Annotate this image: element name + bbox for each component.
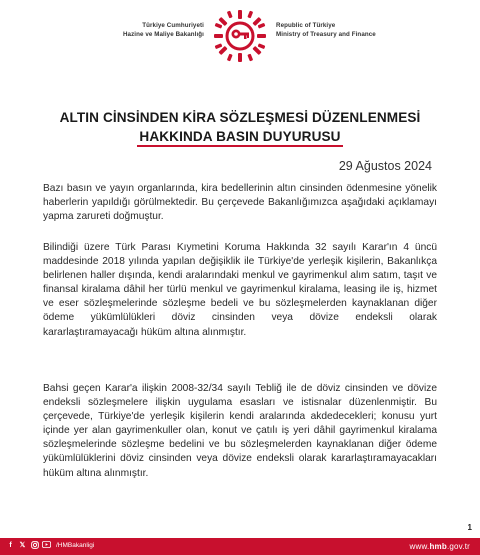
website-link[interactable] <box>410 541 470 552</box>
org-tr-line2: Hazine ve Maliye Bakanlığı <box>122 30 204 38</box>
paragraph-1: Bazı basın ve yayın organlarında, kira bedellerinin altın cinsinden ödenmesine yönelik haberlerin yapıldığı görülmektedir. Bu çerçevede Bakanlığımızca aşağıdaki açıklamayı yapma zarureti doğmuştur. <box>43 183 437 223</box>
paragraph-3: Bahsi geçen Karar'a ilişkin 2008-32/34 sayılı Tebliğ ile de döviz cinsinden ve dövize endeksli sözleşmelere ilişkin uygulama esasları ve istisnalar düzenlenmiştir. Bu çerçevede, Türkiye'de yerleşik kişilerin kendi aralarında akdedecekleri; konusu yurt içinde yer alan gayrimenkuller olan, konut ve çatılı iş yeri dâhil gayrimenkul kiralama sözleşmelerinde sözleşme bedelini ve bu sözleşmelerden kaynaklanan diğer ödeme yükümlülüklerini döviz cinsinden veya dövize endeksli olarak kararlaştıramayacakları hüküm altına alınmıştır. <box>43 383 437 479</box>
site-suffix: .gov.tr <box>446 542 470 551</box>
letterhead <box>0 8 480 70</box>
org-name-turkish <box>123 22 204 39</box>
document-title <box>0 108 480 147</box>
ministry-key-emblem-icon <box>212 8 268 64</box>
social-links <box>6 541 94 551</box>
instagram-icon[interactable] <box>30 541 39 551</box>
org-en-line1: Republic of Türkiye <box>276 22 336 29</box>
footer-bar <box>0 538 480 555</box>
org-tr-line1: Türkiye Cumhuriyeti <box>142 22 204 29</box>
paragraph-2: Bilindiği üzere Türk Parası Kıymetini Koruma Hakkında 32 sayılı Karar'ın 4 üncü maddesinde 2018 yılında yapılan değişiklik ile Türkiye'de yerleşik kişilerin, Bakanlıkça belirlenen haller dışında, kendi aralarındaki menkul ve gayrimenkul alım satım, taşıt ve finansal kiralama dâhil her türlü menkul ve gayrimenkul kiralama, leasing ile iş, hizmet ve eser sözleşmelerinde sözleşme bedeli ve bu sözleşmelerden kaynaklanan diğer ödeme yükümlülükleri döviz cinsinden veya dövize endeksli olarak kararlaştıramayacağı hüküm altına alınmıştır. <box>43 242 437 338</box>
title-line1: ALTIN CİNSİNDEN KİRA SÖZLEŞMESİ DÜZENLENMESİ <box>59 110 421 125</box>
site-domain: hmb <box>429 542 447 551</box>
facebook-icon[interactable]: f <box>9 542 12 549</box>
org-name-english <box>276 22 376 39</box>
social-handle[interactable]: /HMBakanligi <box>56 542 95 549</box>
youtube-icon[interactable] <box>42 541 51 551</box>
org-en-line2: Ministry of Treasury and Finance <box>276 30 376 38</box>
x-icon[interactable]: 𝕏 <box>19 542 26 549</box>
site-prefix: www. <box>409 542 430 551</box>
page-number: 1 <box>467 523 472 532</box>
title-line2: HAKKINDA BASIN DUYURUSU <box>137 129 342 147</box>
document-date: 29 Ağustos 2024 <box>338 159 432 173</box>
